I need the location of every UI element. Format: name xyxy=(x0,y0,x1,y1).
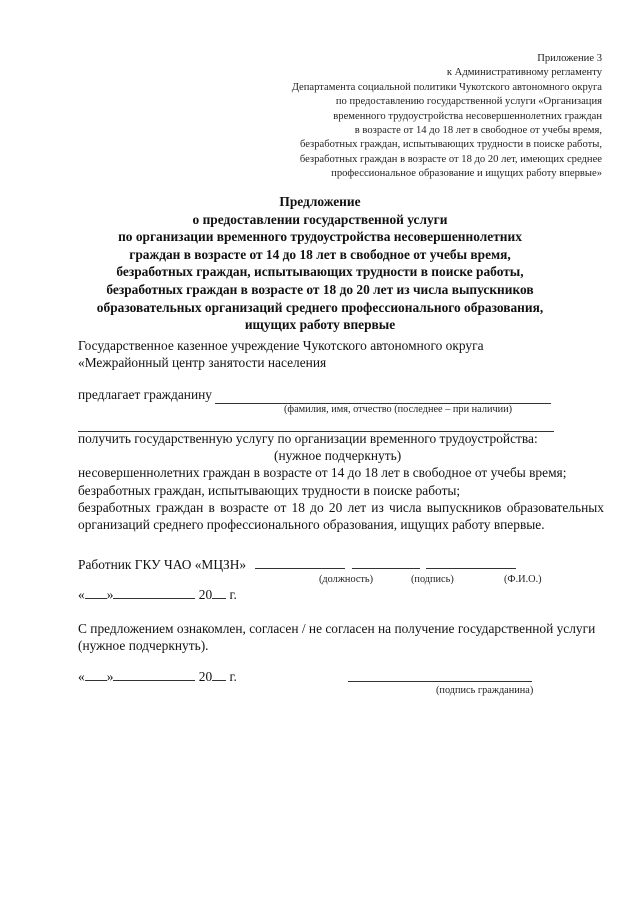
date-line-2 xyxy=(78,668,604,685)
worker-label: Работник ГКУ ЧАО «МЦЗН» xyxy=(78,557,247,572)
worker-position-field[interactable] xyxy=(255,556,345,569)
title-line: о предоставлении государственной услуги xyxy=(192,211,448,227)
acquaint-text: С предложением ознакомлен, согласен / не согласен на получение государственной услуги (нужное подчеркнуть). xyxy=(78,621,596,654)
annex-line: Приложение 3 xyxy=(537,53,602,64)
worker-signature-field[interactable] xyxy=(352,556,420,569)
worker-name-caption: (Ф.И.О.) xyxy=(504,574,542,585)
acquaint-block xyxy=(78,620,604,654)
annex-line: Департамента социальной политики Чукотского автономного округа xyxy=(291,81,602,93)
worker-block xyxy=(78,556,604,573)
offer-label: предлагает гражданину xyxy=(78,387,212,402)
service-intro: получить государственную услугу по организации временного трудоустройства: xyxy=(78,431,538,446)
annex-line: профессиональное образование и ищущих работу впервые» xyxy=(331,168,602,180)
title-line: ищущих работу впервые xyxy=(244,317,396,333)
worker-signature-caption: (подпись) xyxy=(411,574,454,585)
year-prefix: 20 xyxy=(198,669,213,684)
service-option-minors[interactable]: несовершеннолетних граждан в возрасте от 14 до 18 лет в свободное от учебы время; xyxy=(78,465,567,481)
document-title xyxy=(70,193,570,334)
service-block xyxy=(78,430,604,533)
service-option-graduates[interactable]: безработных граждан в возрасте от 18 до 20 лет из числа выпускников образовательных организаций среднего профессионального образования, ищущих работу впервые. xyxy=(78,499,604,533)
quote-close: » xyxy=(106,587,114,602)
title-line: граждан в возрасте от 14 до 18 лет в свободное от учебы время, xyxy=(129,246,511,262)
month-field[interactable] xyxy=(113,586,195,599)
annex-header xyxy=(262,52,602,182)
date-line-1 xyxy=(78,586,604,603)
citizen-name-field[interactable] xyxy=(215,386,551,404)
service-note: (нужное подчеркнуть) xyxy=(274,448,402,464)
citizen-signature-caption: (подпись гражданина) xyxy=(436,685,534,696)
offer-block xyxy=(78,386,604,404)
title-line: безработных граждан в возрасте от 18 до 20 лет из числа выпускников xyxy=(106,281,534,297)
year-prefix: 20 xyxy=(198,587,213,602)
annex-line: безработных граждан в возрасте от 18 до 20 лет, имеющих среднее xyxy=(299,153,602,165)
citizen-signature-field[interactable] xyxy=(348,681,532,682)
quote-open: « xyxy=(78,669,85,684)
day-field[interactable] xyxy=(85,668,107,681)
annex-line: временного трудоустройства несовершеннолетних граждан xyxy=(333,110,602,122)
institution-block xyxy=(78,337,604,371)
title-line: образовательных организаций среднего профессионального образования, xyxy=(96,299,544,315)
title-line: по организации временного трудоустройства несовершеннолетних xyxy=(118,229,522,245)
year-field[interactable] xyxy=(212,668,226,681)
year-suffix: г. xyxy=(229,669,237,684)
title-line: безработных граждан, испытывающих трудности в поиске работы, xyxy=(116,264,524,280)
citizen-name-caption: (фамилия, имя, отчество (последнее – при наличии) xyxy=(284,404,513,415)
year-suffix: г. xyxy=(229,587,237,602)
annex-line: по предоставлению государственной услуги «Организация xyxy=(335,96,602,108)
title-line: Предложение xyxy=(279,194,361,209)
quote-close: » xyxy=(106,669,114,684)
day-field[interactable] xyxy=(85,586,107,599)
month-field[interactable] xyxy=(113,668,195,681)
annex-line: безработных граждан, испытывающих трудности в поиске работы, xyxy=(299,139,602,151)
worker-name-field[interactable] xyxy=(426,556,516,569)
annex-line: в возрасте от 14 до 18 лет в свободное от учебы время, xyxy=(354,125,602,137)
institution-line-1: Государственное казенное учреждение Чукотского автономного округа xyxy=(78,338,484,353)
worker-position-caption: (должность) xyxy=(319,574,374,585)
year-field[interactable] xyxy=(212,586,226,599)
service-option-unemployed[interactable]: безработных граждан, испытывающих трудности в поиске работы; xyxy=(78,482,461,498)
annex-line: к Административному регламенту xyxy=(446,67,602,79)
institution-line-2: «Межрайонный центр занятости населения xyxy=(78,355,327,371)
quote-open: « xyxy=(78,587,85,602)
